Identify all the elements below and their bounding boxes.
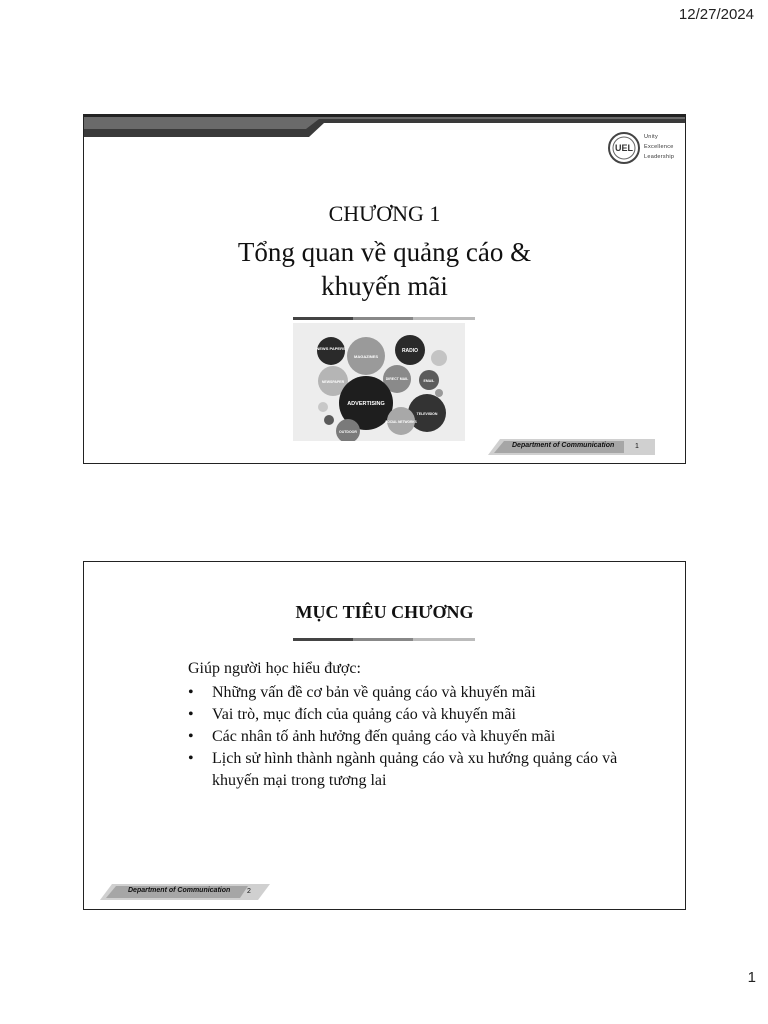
slide-1 [83, 114, 686, 464]
slide-title-line-2: khuyến mãi [321, 271, 448, 301]
advertising-media-image [293, 323, 465, 441]
list-item: • Lịch sử hình thành ngành quảng cáo và xu hướng quảng cáo và khuyến mại trong tương lai [188, 748, 628, 792]
uel-logo [608, 131, 680, 165]
list-item: • Vai trò, mục đích của quảng cáo và khuyến mãi [188, 704, 628, 726]
svg-text:RADIO: RADIO [401, 348, 419, 354]
slide-title: MỤC TIÊU CHƯƠNG [295, 602, 474, 622]
slide-title-line-1: Tổng quan về quảng cáo & [237, 237, 532, 267]
logo-word-excellence: Excellence [644, 144, 674, 150]
footer-dept-label: Department of Communication [512, 442, 615, 449]
title-divider [293, 317, 475, 320]
svg-text:SOCIAL NETWORKS: SOCIAL NETWORKS [385, 420, 417, 424]
slide-header-band [84, 115, 685, 137]
list-item: • Các nhân tố ảnh hưởng đến quảng cáo và khuyến mãi [188, 726, 628, 748]
footer-slide-number: 1 [635, 443, 639, 450]
chapter-label: CHƯƠNG 1 [328, 201, 441, 226]
list-item: • Những vấn đề cơ bản về quảng cáo và khuyến mãi [188, 682, 628, 704]
title-divider [293, 638, 475, 641]
slide-2 [83, 561, 686, 910]
objectives-list [188, 682, 628, 792]
logo-word-unity: Unity [644, 134, 659, 140]
uel-seal-icon [608, 131, 640, 165]
print-date: 12/27/2024 [678, 6, 754, 23]
svg-text:TELEVISION: TELEVISION [416, 412, 438, 416]
page-number: 1 [747, 969, 756, 986]
logo-word-leadership: Leadership [644, 154, 675, 160]
slide-title [84, 235, 685, 303]
svg-text:EMAIL: EMAIL [423, 379, 435, 383]
media-bubbles-graphic [293, 323, 465, 441]
objectives-intro: Giúp người học hiểu được: [188, 660, 361, 677]
svg-text:OUTDOOR: OUTDOOR [339, 430, 357, 434]
footer-dept-label: Department of Communication [128, 887, 231, 894]
svg-text:NEWSPAPER: NEWSPAPER [321, 380, 345, 384]
svg-text:UEL: UEL [615, 143, 633, 153]
svg-text:NEWS PAPERS: NEWS PAPERS [316, 346, 346, 351]
svg-text:ADVERTISING: ADVERTISING [347, 401, 385, 407]
svg-text:MAGAZINES: MAGAZINES [354, 354, 378, 359]
svg-text:DIRECT MAIL: DIRECT MAIL [385, 377, 409, 381]
footer-slide-number: 2 [247, 888, 251, 895]
